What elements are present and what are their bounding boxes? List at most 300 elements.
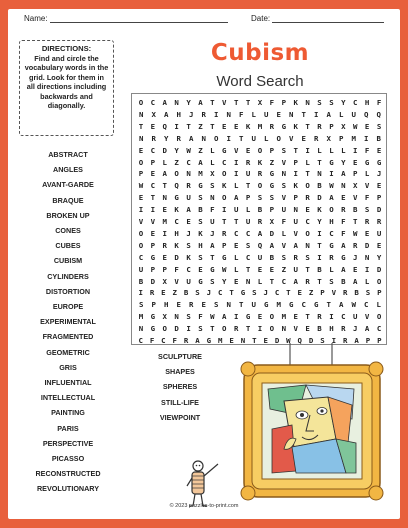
grid-letter[interactable]: T bbox=[245, 264, 251, 274]
grid-letter[interactable]: N bbox=[289, 109, 294, 119]
grid-letter[interactable]: N bbox=[305, 240, 310, 250]
grid-letter[interactable]: S bbox=[198, 252, 203, 262]
grid-letter[interactable]: G bbox=[289, 300, 294, 310]
grid-letter[interactable]: V bbox=[281, 240, 287, 250]
grid-letter[interactable]: B bbox=[341, 276, 346, 286]
grid-letter[interactable]: H bbox=[176, 109, 181, 119]
grid-letter[interactable]: O bbox=[138, 240, 144, 250]
grid-letter[interactable]: P bbox=[138, 169, 144, 179]
grid-letter[interactable]: Q bbox=[364, 109, 369, 119]
grid-letter[interactable]: I bbox=[214, 109, 219, 119]
grid-letter[interactable]: E bbox=[245, 145, 251, 155]
grid-letter[interactable]: T bbox=[150, 193, 156, 203]
grid-letter[interactable]: T bbox=[252, 336, 257, 345]
grid-letter[interactable]: S bbox=[329, 276, 334, 286]
grid-letter[interactable]: C bbox=[301, 300, 306, 310]
grid-letter[interactable]: S bbox=[245, 240, 251, 250]
grid-letter[interactable]: Y bbox=[317, 217, 322, 226]
grid-letter[interactable]: Z bbox=[281, 264, 287, 274]
grid-letter[interactable]: V bbox=[353, 193, 358, 203]
grid-letter[interactable]: Y bbox=[341, 157, 346, 167]
grid-letter[interactable]: T bbox=[210, 98, 215, 107]
grid-letter[interactable]: Q bbox=[257, 240, 263, 250]
grid-letter[interactable]: I bbox=[233, 157, 239, 167]
grid-letter[interactable]: N bbox=[201, 133, 206, 143]
grid-letter[interactable]: I bbox=[317, 228, 322, 238]
grid-letter[interactable]: H bbox=[198, 240, 203, 250]
grid-letter[interactable]: B bbox=[353, 205, 358, 215]
grid-letter[interactable]: E bbox=[162, 205, 167, 215]
grid-letter[interactable]: L bbox=[264, 133, 269, 143]
grid-letter[interactable]: R bbox=[257, 217, 263, 226]
grid-letter[interactable]: S bbox=[364, 205, 370, 215]
grid-letter[interactable]: S bbox=[257, 193, 263, 203]
grid-letter[interactable]: I bbox=[353, 145, 358, 155]
grid-letter[interactable]: K bbox=[257, 157, 263, 167]
grid-letter[interactable]: P bbox=[320, 288, 325, 298]
grid-letter[interactable]: N bbox=[139, 133, 144, 143]
grid-letter[interactable]: E bbox=[233, 121, 239, 131]
grid-letter[interactable]: T bbox=[239, 300, 244, 310]
grid-letter[interactable]: F bbox=[341, 228, 346, 238]
grid-letter[interactable]: O bbox=[257, 145, 263, 155]
grid-letter[interactable]: J bbox=[353, 324, 358, 334]
grid-letter[interactable]: E bbox=[150, 121, 156, 131]
grid-letter[interactable]: E bbox=[376, 181, 382, 191]
grid-letter[interactable]: P bbox=[339, 133, 344, 143]
grid-letter[interactable]: T bbox=[245, 98, 251, 107]
grid-letter[interactable]: E bbox=[233, 240, 239, 250]
grid-letter[interactable]: E bbox=[353, 157, 358, 167]
grid-letter[interactable]: G bbox=[329, 157, 334, 167]
grid-letter[interactable]: O bbox=[305, 228, 310, 238]
grid-letter[interactable]: S bbox=[195, 288, 200, 298]
grid-letter[interactable]: C bbox=[281, 276, 287, 286]
grid-letter[interactable]: R bbox=[149, 288, 155, 298]
grid-letter[interactable]: U bbox=[376, 228, 382, 238]
grid-letter[interactable]: S bbox=[365, 288, 371, 298]
grid-letter[interactable]: I bbox=[329, 169, 334, 179]
grid-letter[interactable]: R bbox=[376, 217, 382, 226]
grid-letter[interactable]: L bbox=[210, 157, 215, 167]
grid-letter[interactable]: T bbox=[210, 252, 215, 262]
grid-letter[interactable]: Y bbox=[341, 98, 346, 107]
grid-letter[interactable]: I bbox=[150, 205, 156, 215]
grid-letter[interactable]: N bbox=[139, 109, 144, 119]
grid-letter[interactable]: X bbox=[151, 109, 156, 119]
grid-letter[interactable]: E bbox=[364, 228, 370, 238]
grid-letter[interactable]: O bbox=[222, 193, 227, 203]
grid-letter[interactable]: U bbox=[293, 264, 298, 274]
grid-letter[interactable]: I bbox=[138, 205, 144, 215]
grid-letter[interactable]: A bbox=[341, 240, 346, 250]
date-field[interactable] bbox=[251, 14, 384, 23]
grid-letter[interactable]: V bbox=[233, 145, 239, 155]
grid-letter[interactable]: D bbox=[162, 145, 167, 155]
grid-letter[interactable]: V bbox=[289, 133, 294, 143]
grid-letter[interactable]: E bbox=[138, 193, 144, 203]
grid-letter[interactable]: E bbox=[341, 193, 346, 203]
grid-letter[interactable]: I bbox=[293, 169, 298, 179]
grid-letter[interactable]: N bbox=[210, 193, 215, 203]
grid-letter[interactable]: T bbox=[305, 312, 310, 322]
grid-letter[interactable]: U bbox=[293, 217, 298, 226]
grid-letter[interactable]: U bbox=[138, 264, 144, 274]
grid-letter[interactable]: C bbox=[305, 217, 310, 226]
grid-letter[interactable]: S bbox=[198, 217, 203, 226]
grid-letter[interactable]: L bbox=[329, 264, 334, 274]
grid-letter[interactable]: I bbox=[233, 169, 239, 179]
grid-letter[interactable]: R bbox=[317, 121, 322, 131]
grid-letter[interactable]: X bbox=[162, 312, 167, 322]
grid-letter[interactable]: T bbox=[317, 276, 322, 286]
grid-letter[interactable]: R bbox=[314, 133, 319, 143]
grid-letter[interactable]: Z bbox=[198, 121, 203, 131]
grid-letter[interactable]: Q bbox=[174, 181, 179, 191]
grid-letter[interactable]: G bbox=[281, 121, 287, 131]
grid-letter[interactable]: I bbox=[314, 109, 319, 119]
grid-letter[interactable]: G bbox=[222, 252, 227, 262]
grid-letter[interactable]: W bbox=[286, 336, 291, 345]
grid-letter[interactable]: R bbox=[305, 193, 310, 203]
grid-letter[interactable]: O bbox=[305, 181, 310, 191]
grid-letter[interactable]: P bbox=[293, 193, 298, 203]
grid-letter[interactable]: T bbox=[269, 276, 275, 286]
grid-letter[interactable]: S bbox=[281, 181, 287, 191]
grid-letter[interactable]: K bbox=[293, 181, 298, 191]
grid-letter[interactable]: T bbox=[210, 121, 215, 131]
grid-letter[interactable]: C bbox=[138, 336, 143, 345]
grid-letter[interactable]: M bbox=[138, 312, 144, 322]
grid-letter[interactable]: I bbox=[331, 336, 337, 345]
grid-letter[interactable]: J bbox=[210, 228, 215, 238]
grid-letter[interactable]: V bbox=[281, 157, 287, 167]
grid-letter[interactable]: G bbox=[314, 300, 319, 310]
grid-letter[interactable]: C bbox=[376, 324, 382, 334]
grid-letter[interactable]: T bbox=[353, 217, 358, 226]
grid-letter[interactable]: D bbox=[269, 228, 275, 238]
grid-letter[interactable]: C bbox=[353, 98, 358, 107]
grid-letter[interactable]: N bbox=[281, 169, 287, 179]
grid-letter[interactable]: M bbox=[276, 300, 281, 310]
grid-letter[interactable]: E bbox=[353, 264, 358, 274]
grid-letter[interactable]: U bbox=[210, 217, 215, 226]
grid-letter[interactable]: C bbox=[150, 145, 156, 155]
grid-letter[interactable]: R bbox=[233, 324, 239, 334]
grid-letter[interactable]: E bbox=[276, 109, 281, 119]
grid-letter[interactable]: C bbox=[245, 252, 251, 262]
grid-letter[interactable]: F bbox=[198, 312, 203, 322]
grid-letter[interactable]: O bbox=[138, 228, 144, 238]
grid-letter[interactable]: G bbox=[206, 336, 212, 345]
grid-letter[interactable]: B bbox=[257, 205, 263, 215]
grid-letter[interactable]: G bbox=[174, 193, 179, 203]
grid-letter[interactable]: I bbox=[305, 145, 310, 155]
grid-letter[interactable]: E bbox=[150, 228, 156, 238]
grid-letter[interactable]: I bbox=[317, 252, 322, 262]
grid-letter[interactable]: G bbox=[198, 181, 203, 191]
grid-letter[interactable]: A bbox=[353, 276, 358, 286]
grid-letter[interactable]: E bbox=[301, 133, 306, 143]
grid-letter[interactable]: K bbox=[245, 121, 251, 131]
grid-letter[interactable]: X bbox=[257, 98, 263, 107]
grid-letter[interactable]: N bbox=[305, 98, 310, 107]
grid-letter[interactable]: S bbox=[305, 252, 310, 262]
grid-letter[interactable]: I bbox=[257, 324, 263, 334]
grid-letter[interactable]: I bbox=[364, 133, 369, 143]
grid-letter[interactable]: F bbox=[364, 193, 370, 203]
grid-letter[interactable]: A bbox=[186, 205, 191, 215]
grid-letter[interactable]: V bbox=[174, 276, 179, 286]
grid-letter[interactable]: E bbox=[364, 121, 370, 131]
grid-letter[interactable]: S bbox=[269, 193, 275, 203]
grid-letter[interactable]: F bbox=[174, 264, 179, 274]
grid-letter[interactable]: R bbox=[341, 324, 346, 334]
grid-letter[interactable]: H bbox=[174, 228, 179, 238]
grid-letter[interactable]: C bbox=[222, 157, 227, 167]
grid-letter[interactable]: F bbox=[269, 98, 275, 107]
grid-letter[interactable]: W bbox=[353, 121, 358, 131]
grid-letter[interactable]: N bbox=[226, 109, 231, 119]
grid-letter[interactable]: L bbox=[281, 228, 287, 238]
grid-letter[interactable]: L bbox=[329, 145, 334, 155]
grid-letter[interactable]: A bbox=[162, 169, 167, 179]
grid-letter[interactable]: G bbox=[341, 252, 346, 262]
grid-letter[interactable]: X bbox=[162, 276, 167, 286]
grid-letter[interactable]: G bbox=[210, 264, 215, 274]
grid-letter[interactable]: P bbox=[365, 336, 371, 345]
grid-letter[interactable]: D bbox=[174, 252, 179, 262]
grid-letter[interactable]: I bbox=[138, 288, 143, 298]
grid-letter[interactable]: W bbox=[351, 300, 356, 310]
grid-letter[interactable]: A bbox=[341, 169, 346, 179]
grid-letter[interactable]: M bbox=[217, 336, 223, 345]
grid-letter[interactable]: L bbox=[245, 205, 251, 215]
grid-letter[interactable]: E bbox=[150, 169, 156, 179]
grid-letter[interactable]: M bbox=[351, 133, 356, 143]
grid-letter[interactable]: X bbox=[269, 217, 275, 226]
grid-letter[interactable]: U bbox=[264, 109, 269, 119]
grid-letter[interactable]: R bbox=[257, 169, 263, 179]
grid-letter[interactable]: D bbox=[376, 264, 382, 274]
name-field[interactable] bbox=[24, 14, 228, 23]
grid-letter[interactable]: O bbox=[329, 205, 334, 215]
grid-letter[interactable]: G bbox=[376, 157, 382, 167]
grid-letter[interactable]: Z bbox=[198, 145, 203, 155]
grid-letter[interactable]: N bbox=[293, 205, 298, 215]
grid-letter[interactable]: O bbox=[174, 169, 179, 179]
grid-letter[interactable]: L bbox=[339, 109, 344, 119]
grid-letter[interactable]: R bbox=[342, 336, 348, 345]
grid-letter[interactable]: P bbox=[269, 205, 275, 215]
grid-letter[interactable]: A bbox=[341, 264, 346, 274]
grid-letter[interactable]: J bbox=[353, 252, 358, 262]
grid-letter[interactable]: I bbox=[162, 228, 167, 238]
grid-letter[interactable]: O bbox=[269, 312, 275, 322]
grid-letter[interactable]: R bbox=[189, 300, 194, 310]
grid-letter[interactable]: M bbox=[162, 217, 167, 226]
grid-letter[interactable]: X bbox=[353, 181, 358, 191]
grid-letter[interactable]: J bbox=[263, 288, 268, 298]
grid-letter[interactable]: I bbox=[226, 133, 231, 143]
grid-letter[interactable]: R bbox=[245, 157, 251, 167]
grid-letter[interactable]: I bbox=[222, 205, 227, 215]
grid-letter[interactable]: P bbox=[150, 264, 156, 274]
grid-letter[interactable]: A bbox=[257, 228, 263, 238]
grid-letter[interactable]: M bbox=[257, 121, 263, 131]
grid-letter[interactable]: N bbox=[245, 276, 251, 286]
grid-letter[interactable]: C bbox=[186, 264, 191, 274]
grid-letter[interactable]: R bbox=[329, 252, 334, 262]
grid-letter[interactable]: B bbox=[354, 288, 359, 298]
grid-letter[interactable]: O bbox=[269, 324, 275, 334]
grid-letter[interactable]: L bbox=[317, 145, 322, 155]
grid-letter[interactable]: T bbox=[233, 217, 239, 226]
grid-letter[interactable]: S bbox=[252, 288, 257, 298]
grid-letter[interactable]: S bbox=[210, 181, 215, 191]
grid-letter[interactable]: L bbox=[305, 157, 310, 167]
grid-letter[interactable]: S bbox=[139, 300, 144, 310]
grid-letter[interactable]: O bbox=[138, 98, 144, 107]
grid-letter[interactable]: S bbox=[214, 300, 219, 310]
grid-letter[interactable]: A bbox=[162, 98, 167, 107]
grid-letter[interactable]: I bbox=[233, 312, 239, 322]
grid-letter[interactable]: O bbox=[222, 324, 227, 334]
grid-letter[interactable]: A bbox=[198, 157, 203, 167]
grid-letter[interactable]: O bbox=[138, 157, 144, 167]
grid-letter[interactable]: P bbox=[353, 169, 358, 179]
grid-letter[interactable]: L bbox=[162, 157, 167, 167]
grid-letter[interactable]: W bbox=[329, 181, 334, 191]
grid-letter[interactable]: U bbox=[186, 276, 191, 286]
grid-letter[interactable]: K bbox=[174, 240, 179, 250]
grid-letter[interactable]: K bbox=[222, 181, 227, 191]
grid-letter[interactable]: P bbox=[150, 157, 156, 167]
grid-letter[interactable]: U bbox=[351, 109, 356, 119]
grid-letter[interactable]: G bbox=[198, 276, 203, 286]
grid-letter[interactable]: B bbox=[317, 264, 322, 274]
grid-letter[interactable]: P bbox=[329, 121, 334, 131]
grid-letter[interactable]: E bbox=[305, 205, 310, 215]
grid-letter[interactable]: E bbox=[376, 145, 382, 155]
grid-letter[interactable]: C bbox=[274, 288, 280, 298]
grid-letter[interactable]: F bbox=[376, 98, 382, 107]
grid-letter[interactable]: U bbox=[257, 252, 263, 262]
grid-letter[interactable]: J bbox=[186, 228, 191, 238]
grid-letter[interactable]: L bbox=[233, 264, 239, 274]
grid-letter[interactable]: T bbox=[229, 288, 234, 298]
grid-letter[interactable]: A bbox=[354, 336, 359, 345]
grid-letter[interactable]: D bbox=[376, 205, 382, 215]
grid-letter[interactable]: A bbox=[339, 300, 344, 310]
grid-letter[interactable]: E bbox=[263, 336, 268, 345]
grid-letter[interactable]: S bbox=[281, 145, 287, 155]
grid-letter[interactable]: G bbox=[240, 288, 246, 298]
grid-letter[interactable]: S bbox=[317, 98, 322, 107]
grid-letter[interactable]: I bbox=[364, 264, 370, 274]
grid-letter[interactable]: I bbox=[329, 312, 334, 322]
grid-letter[interactable]: U bbox=[186, 193, 191, 203]
grid-letter[interactable]: C bbox=[186, 157, 191, 167]
grid-letter[interactable]: L bbox=[257, 276, 263, 286]
grid-letter[interactable]: F bbox=[210, 205, 215, 215]
grid-letter[interactable]: R bbox=[342, 288, 348, 298]
grid-letter[interactable]: B bbox=[376, 133, 381, 143]
grid-letter[interactable]: T bbox=[293, 145, 298, 155]
grid-letter[interactable]: K bbox=[186, 252, 191, 262]
grid-letter[interactable]: T bbox=[138, 121, 144, 131]
grid-letter[interactable]: P bbox=[269, 145, 275, 155]
grid-letter[interactable]: F bbox=[341, 217, 346, 226]
grid-letter[interactable]: S bbox=[186, 312, 191, 322]
grid-letter[interactable]: O bbox=[276, 133, 281, 143]
grid-letter[interactable]: E bbox=[297, 288, 302, 298]
grid-letter[interactable]: N bbox=[341, 181, 346, 191]
grid-letter[interactable]: Z bbox=[269, 157, 275, 167]
grid-letter[interactable]: L bbox=[341, 145, 346, 155]
grid-letter[interactable]: R bbox=[186, 181, 191, 191]
grid-letter[interactable]: N bbox=[226, 300, 231, 310]
grid-letter[interactable]: V bbox=[138, 217, 144, 226]
grid-letter[interactable]: O bbox=[376, 312, 382, 322]
grid-letter[interactable]: A bbox=[198, 98, 203, 107]
grid-letter[interactable]: A bbox=[210, 240, 215, 250]
grid-letter[interactable]: F bbox=[149, 336, 155, 345]
grid-letter[interactable]: L bbox=[251, 109, 256, 119]
grid-letter[interactable]: T bbox=[233, 98, 239, 107]
grid-letter[interactable]: A bbox=[269, 240, 275, 250]
grid-letter[interactable]: K bbox=[317, 205, 322, 215]
grid-letter[interactable]: U bbox=[281, 205, 287, 215]
grid-letter[interactable]: J bbox=[206, 288, 212, 298]
word-search-grid[interactable] bbox=[131, 93, 387, 345]
grid-letter[interactable]: R bbox=[222, 228, 227, 238]
grid-letter[interactable]: E bbox=[201, 300, 206, 310]
grid-letter[interactable]: C bbox=[138, 252, 144, 262]
grid-letter[interactable]: R bbox=[353, 240, 358, 250]
grid-letter[interactable]: W bbox=[353, 228, 358, 238]
grid-letter[interactable]: V bbox=[364, 181, 370, 191]
grid-letter[interactable]: X bbox=[326, 133, 331, 143]
grid-letter[interactable]: O bbox=[222, 169, 227, 179]
grid-letter[interactable]: U bbox=[353, 312, 358, 322]
grid-letter[interactable]: P bbox=[376, 193, 382, 203]
grid-letter[interactable]: C bbox=[161, 336, 166, 345]
grid-letter[interactable]: V bbox=[293, 324, 298, 334]
grid-letter[interactable]: T bbox=[326, 300, 331, 310]
grid-letter[interactable]: I bbox=[186, 324, 191, 334]
grid-letter[interactable]: Q bbox=[297, 336, 302, 345]
grid-letter[interactable]: F bbox=[364, 145, 370, 155]
grid-letter[interactable]: S bbox=[186, 240, 191, 250]
grid-letter[interactable]: S bbox=[281, 252, 287, 262]
grid-letter[interactable]: G bbox=[150, 324, 156, 334]
grid-letter[interactable]: S bbox=[329, 98, 334, 107]
grid-letter[interactable]: N bbox=[162, 193, 167, 203]
grid-letter[interactable]: G bbox=[150, 252, 156, 262]
grid-letter[interactable]: O bbox=[257, 181, 263, 191]
grid-letter[interactable]: S bbox=[210, 276, 215, 286]
grid-letter[interactable]: B bbox=[269, 252, 275, 262]
grid-letter[interactable]: A bbox=[222, 312, 227, 322]
grid-letter[interactable]: L bbox=[210, 145, 215, 155]
grid-letter[interactable]: F bbox=[172, 336, 177, 345]
grid-letter[interactable]: C bbox=[245, 228, 251, 238]
grid-letter[interactable]: O bbox=[162, 324, 167, 334]
grid-letter[interactable]: G bbox=[269, 169, 275, 179]
grid-letter[interactable]: E bbox=[186, 217, 191, 226]
grid-letter[interactable]: D bbox=[308, 336, 314, 345]
